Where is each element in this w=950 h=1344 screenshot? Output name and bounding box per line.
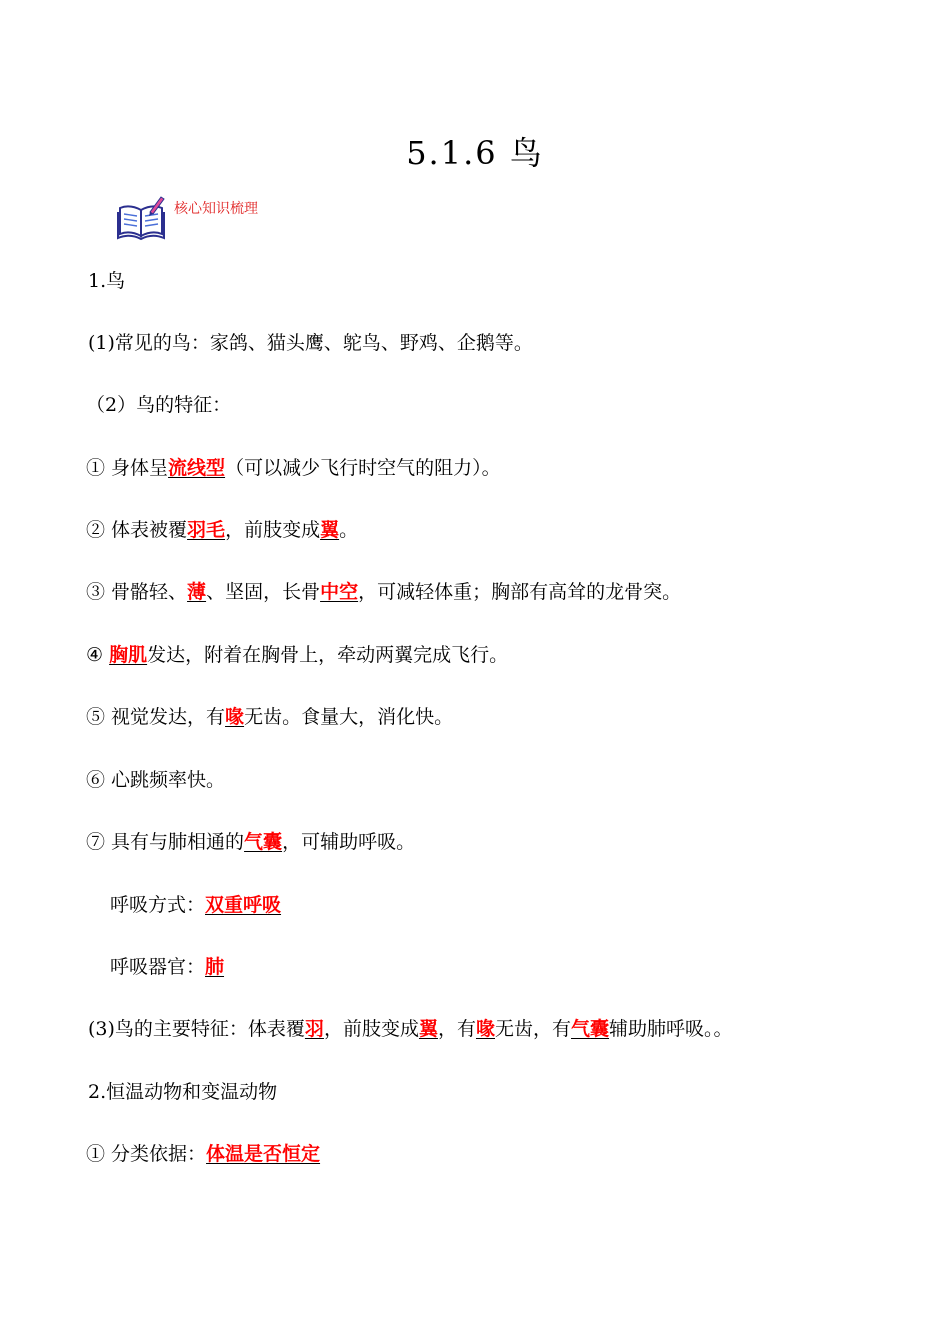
feature-5 (86, 704, 453, 730)
keyword: 胸肌 (109, 644, 148, 666)
text-segment: ，前肢变成 (225, 519, 321, 541)
text-segment: ③ 骨骼轻、 (86, 581, 188, 603)
keyword: 喙 (475, 1018, 495, 1040)
keyword: 羽毛 (187, 519, 226, 541)
keyword: 翼 (320, 519, 340, 541)
feature-1 (86, 455, 501, 481)
text-segment: ，可减轻体重；胸部有高耸的龙骨突。 (358, 581, 682, 603)
text-segment: ① 分类依据： (86, 1143, 207, 1165)
text-segment: 无齿，有 (495, 1018, 572, 1040)
text-segment: 辅助肺呼吸。。 (609, 1018, 733, 1040)
keyword: 肺 (205, 956, 225, 978)
keyword: 翼 (418, 1018, 438, 1040)
text-segment: 1.鸟 (88, 270, 126, 292)
feature-7 (86, 829, 415, 855)
text-segment: ，前肢变成 (323, 1018, 419, 1040)
feature-2 (86, 517, 358, 543)
open-book-pencil-icon (116, 194, 166, 242)
item-bird-features (86, 392, 231, 418)
text-segment: ，可辅助呼吸。 (282, 831, 416, 853)
keyword: 双重呼吸 (205, 894, 282, 916)
page-title: 5.1.6 鸟 (406, 134, 544, 172)
feature-4 (86, 642, 508, 668)
breathing-organ (110, 954, 224, 980)
text-segment: 、坚固，长骨 (206, 581, 321, 603)
text-segment: ，有 (437, 1018, 476, 1040)
keyword: 气囊 (571, 1018, 610, 1040)
item-main-features (88, 1016, 733, 1042)
text-segment: (3)鸟的主要特征：体表覆 (88, 1018, 305, 1040)
text-segment: 呼吸器官： (110, 956, 206, 978)
text-segment: 呼吸方式： (110, 894, 206, 916)
text-segment: ④ (86, 644, 110, 666)
heading-2 (88, 1079, 277, 1105)
keyword: 喙 (225, 706, 245, 728)
text-segment: ⑤ 视觉发达，有 (86, 706, 226, 728)
keyword: 流线型 (168, 457, 226, 479)
text-segment: ⑥ 心跳频率快。 (86, 769, 226, 791)
breathing-mode (110, 892, 281, 918)
text-segment: 2.恒温动物和变温动物 (88, 1081, 278, 1103)
item-common-birds (88, 330, 533, 356)
feature-3 (86, 579, 681, 605)
heading-1 (88, 268, 125, 294)
keyword: 薄 (187, 581, 207, 603)
keyword: 气囊 (244, 831, 283, 853)
text-segment: 无齿。食量大，消化快。 (244, 706, 454, 728)
text-segment: 发达，附着在胸骨上，牵动两翼完成飞行。 (147, 644, 509, 666)
keyword: 羽 (304, 1018, 324, 1040)
text-segment: ① 身体呈 (86, 457, 169, 479)
keyword: 体温是否恒定 (206, 1143, 321, 1165)
feature-6 (86, 767, 225, 793)
text-segment: （2）鸟的特征： (86, 394, 232, 416)
keyword: 中空 (320, 581, 359, 603)
text-segment: 。 (339, 519, 359, 541)
text-segment: (1)常见的鸟：家鸽、猫头鹰、鸵鸟、野鸡、企鹅等。 (88, 332, 533, 354)
text-segment: ② 体表被覆 (86, 519, 188, 541)
text-segment: ⑦ 具有与肺相通的 (86, 831, 245, 853)
section-label: 核心知识梳理 (174, 201, 258, 217)
text-segment: （可以减少飞行时空气的阻力）。 (225, 457, 501, 479)
classification-basis (86, 1141, 320, 1167)
